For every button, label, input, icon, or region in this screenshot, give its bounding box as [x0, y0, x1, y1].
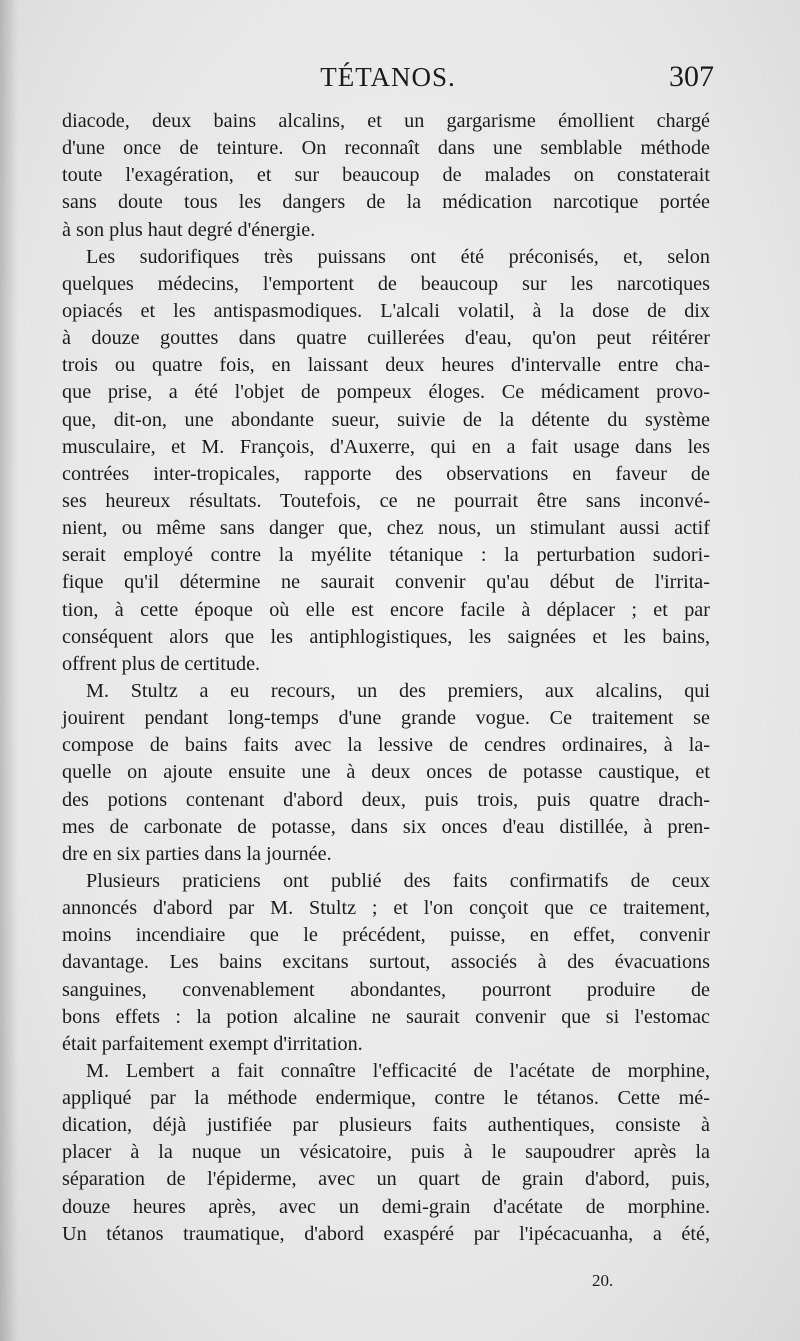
- text-line: à douze gouttes dans quatre cuillerées d'eau, qu'on peut réitérer: [62, 327, 710, 350]
- text-line: sans doute tous les dangers de la médication narcotique portée: [62, 191, 710, 214]
- text-line: mes de carbonate de potasse, dans six onces d'eau distillée, à pren-: [62, 815, 710, 838]
- text-line: M. Lembert a fait connaître l'efficacité de l'acétate de morphine,: [86, 1059, 710, 1082]
- body-text: [62, 108, 710, 1248]
- text-line: compose de bains faits avec la lessive de cendres ordinaires, à la-: [62, 734, 710, 757]
- page-gutter-shadow: [0, 0, 18, 1341]
- text-line: douze heures après, avec un demi-grain d'acétate de morphine.: [62, 1195, 710, 1218]
- text-line: à son plus haut degré d'énergie.: [62, 218, 316, 241]
- text-line: séparation de l'épiderme, avec un quart de grain d'abord, puis,: [62, 1168, 710, 1191]
- text-line: tion, à cette époque où elle est encore facile à déplacer ; et par: [62, 598, 710, 621]
- signature-mark: 20.: [592, 1271, 614, 1290]
- text-line: que, dit-on, une abondante sueur, suivie de la détente du système: [62, 408, 710, 431]
- text-line: musculaire, et M. François, d'Auxerre, qui en a fait usage dans les: [62, 435, 710, 458]
- text-line: dre en six parties dans la journée.: [62, 842, 332, 865]
- text-line: opiacés et les antispasmodiques. L'alcali volatil, à la dose de dix: [62, 299, 710, 322]
- text-line: contrées inter-tropicales, rapporte des observations en faveur de: [62, 462, 710, 485]
- text-line: Un tétanos traumatique, d'abord exaspéré par l'ipécacuanha, a été,: [62, 1222, 710, 1245]
- text-line: placer à la nuque un vésicatoire, puis à le saupoudrer après la: [62, 1141, 710, 1164]
- page-number: 307: [669, 60, 714, 93]
- text-line: trois ou quatre fois, en laissant deux heures d'intervalle entre cha-: [62, 354, 710, 377]
- text-line: dication, déjà justifiée par plusieurs faits authentiques, consiste à: [62, 1114, 710, 1137]
- text-line: offrent plus de certitude.: [62, 652, 261, 675]
- text-line: quelques médecins, l'emportent de beaucoup sur les narcotiques: [62, 272, 710, 295]
- text-line: que prise, a été l'objet de pompeux éloges. Ce médicament provo-: [62, 381, 710, 404]
- text-line: jouirent pendant long-temps d'une grande vogue. Ce traitement se: [62, 707, 710, 730]
- text-line: toute l'exagération, et sur beaucoup de malades on constaterait: [62, 164, 710, 187]
- text-line: davantage. Les bains excitans surtout, associés à des évacuations: [62, 951, 710, 974]
- text-line: était parfaitement exempt d'irritation.: [62, 1032, 363, 1055]
- text-line: bons effets : la potion alcaline ne saurait convenir que si l'estomac: [62, 1005, 710, 1028]
- text-line: d'une once de teinture. On reconnaît dans une semblable méthode: [62, 137, 710, 160]
- text-line: serait employé contre la myélite tétanique : la perturbation sudori-: [62, 544, 710, 567]
- text-line: moins incendiaire que le précédent, puisse, en effet, convenir: [62, 924, 710, 947]
- text-line: des potions contenant d'abord deux, puis trois, puis quatre drach-: [62, 788, 710, 811]
- text-line: Plusieurs praticiens ont publié des faits confirmatifs de ceux: [86, 869, 710, 892]
- text-line: ses heureux résultats. Toutefois, ce ne pourrait être sans inconvé-: [62, 489, 710, 512]
- text-line: Les sudorifiques très puissans ont été préconisés, et, selon: [86, 245, 710, 268]
- text-line: sanguines, convenablement abondantes, pourront produire de: [62, 978, 710, 1001]
- page-header: [62, 58, 714, 98]
- text-line: quelle on ajoute ensuite une à deux onces de potasse caustique, et: [62, 761, 710, 784]
- text-line: M. Stultz a eu recours, un des premiers, aux alcalins, qui: [86, 679, 710, 702]
- text-line: annoncés d'abord par M. Stultz ; et l'on conçoit que ce traitement,: [62, 897, 710, 920]
- text-line: appliqué par la méthode endermique, contre le tétanos. Cette mé-: [62, 1087, 710, 1110]
- text-line: conséquent alors que les antiphlogistiques, les saignées et les bains,: [62, 625, 710, 648]
- text-line: nient, ou même sans danger que, chez nous, un stimulant aussi actif: [62, 517, 710, 540]
- text-line: diacode, deux bains alcalins, et un gargarisme émollient chargé: [62, 110, 710, 132]
- running-title: TÉTANOS.: [320, 62, 456, 92]
- text-line: fique qu'il détermine ne saurait convenir qu'au début de l'irrita-: [62, 571, 710, 594]
